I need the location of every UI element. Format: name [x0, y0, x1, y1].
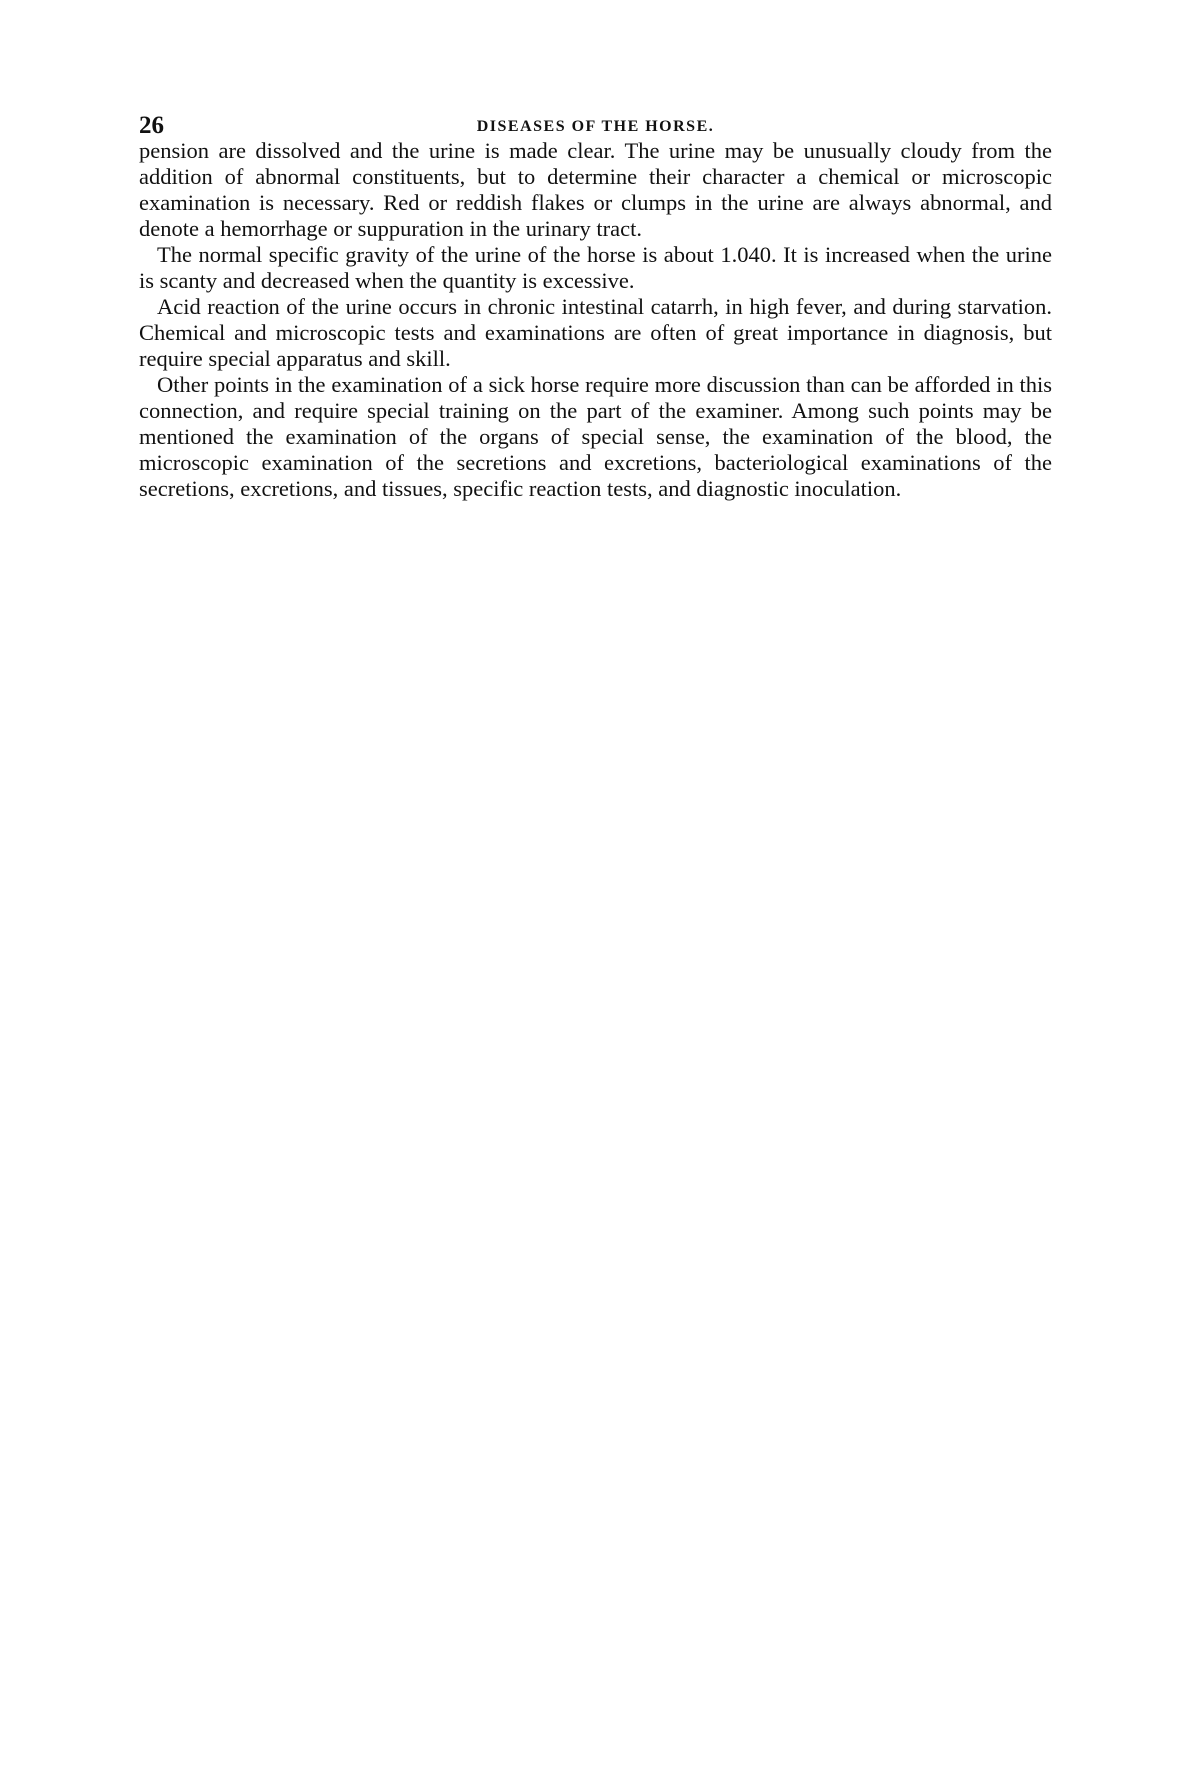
page-body [139, 138, 1052, 502]
paragraph: Acid reaction of the urine occurs in chronic intestinal catarrh, in high fever, and during starvation. Chemical and microscopic tests and examinations are often of great importance in diagnosis, but require special apparatus and skill. [139, 294, 1052, 371]
paragraph: pension are dissolved and the urine is made clear. The urine may be unusually cloudy from the addition of abnormal constituents, but to determine their character a chemical or microscopic examination is necessary. Red or reddish flakes or clumps in the urine are always abnormal, and denote a hemorrhage or suppuration in the urinary tract. [139, 138, 1052, 241]
paragraph: The normal specific gravity of the urine of the horse is about 1.040. It is increased when the urine is scanty and decreased when the quantity is excessive. [139, 242, 1052, 293]
paragraph: Other points in the examination of a sick horse require more discussion than can be afforded in this connection, and require special training on the part of the examiner. Among such points may be mentioned the examination of the organs of special sense, the examination of the blood, the microscopic examination of the secretions and excretions, bacteriological examinations of the secretions, excretions, and tissues, specific reaction tests, and diagnostic inoculation. [139, 372, 1052, 501]
page-number: 26 [139, 112, 164, 139]
running-title: DISEASES OF THE HORSE. [476, 118, 715, 135]
